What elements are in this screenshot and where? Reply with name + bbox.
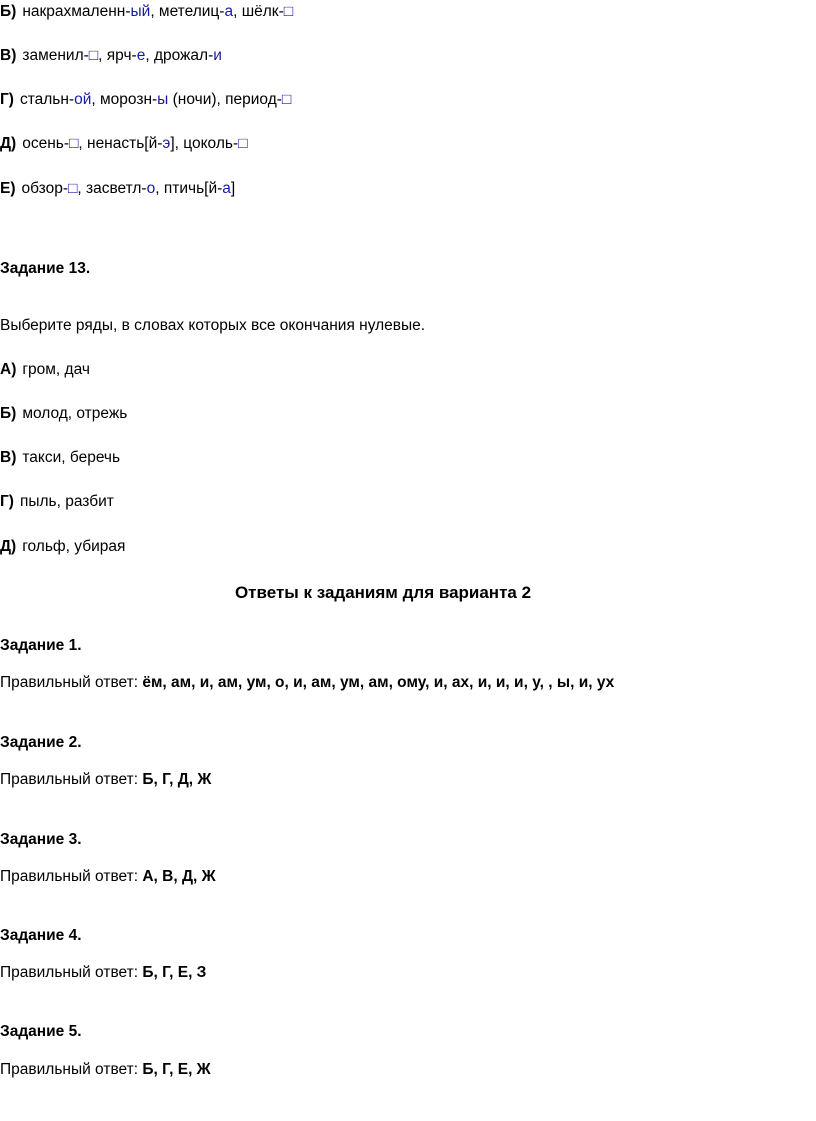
word-part: , шёлк- [233,3,284,20]
answer-1-row [0,673,614,693]
option-label: Г) [0,91,14,108]
answer-value: Б, Г, Е, Ж [142,1061,211,1078]
option-text: пыль, разбит [19,493,114,510]
answer-3-title: Задание 3. [0,831,82,848]
answer-value: Б, Г, Д, Ж [142,771,212,788]
word-ending: ы [157,91,169,108]
zero-ending-box: □ [281,91,292,108]
word-ending: о [146,180,156,197]
option-row-g [0,90,291,110]
task-13-option-d [0,537,125,557]
answer-prefix: Правильный ответ: [0,674,139,691]
word-part: стальн- [19,91,75,108]
word-part: осень- [22,135,70,152]
option-label: Б) [0,405,17,422]
word-ending: ой [74,91,92,108]
word-part: , ненасть[й- [78,135,163,152]
answer-2-row [0,770,211,790]
word-part: ] [230,180,236,197]
option-text: молод, отрежь [22,405,128,422]
answer-3-row [0,867,216,887]
word-part: (ночи), период- [168,91,282,108]
task-13-question: Выберите ряды, в словах которых все окончания нулевые. [0,317,426,334]
task-13-title: Задание 13. [0,260,91,277]
word-ending: э [162,135,171,152]
answer-prefix: Правильный ответ: [0,868,139,885]
option-label: Б) [0,3,17,20]
option-label: Е) [0,180,16,197]
answer-4-row [0,963,206,983]
answer-5-title: Задание 5. [0,1023,82,1040]
word-part: накрахмаленн- [22,3,131,20]
zero-ending-box: □ [88,47,99,64]
task-13-option-b [0,404,127,424]
option-label: Д) [0,538,17,555]
answer-value: А, В, Д, Ж [142,868,216,885]
zero-ending-box: □ [68,180,78,197]
word-part: ], цоколь- [170,135,239,152]
option-text: гром, дач [22,361,90,378]
zero-ending-box: □ [283,3,294,20]
option-text: гольф, убирая [22,538,126,555]
answer-4-title: Задание 4. [0,927,82,944]
answer-2-title: Задание 2. [0,734,82,751]
word-part: , ярч- [98,47,137,64]
word-part: заменил- [22,47,89,64]
answers-heading: Ответы к заданиям для варианта 2 [234,583,532,602]
option-text: такси, беречь [22,449,121,466]
word-part: , морозн- [91,91,158,108]
option-label: А) [0,361,17,378]
answer-1-title: Задание 1. [0,637,82,654]
answer-prefix: Правильный ответ: [0,964,139,981]
zero-ending-box: □ [69,135,79,152]
task-13-option-g [0,492,114,512]
word-part: , засветл- [77,180,147,197]
answer-prefix: Правильный ответ: [0,1061,139,1078]
option-label: В) [0,47,17,64]
option-label: Г) [0,493,14,510]
word-part: , дрожал- [145,47,214,64]
word-ending: е [136,47,146,64]
word-part: , метелиц- [150,3,225,20]
option-row-e [0,179,235,199]
word-part: обзор- [21,180,68,197]
option-row-b [0,2,293,22]
answer-value: ём, ам, и, ам, ум, о, и, ам, ум, ам, ому, и, ах, и, и, и, у, , ы, и, ух [142,674,615,691]
word-ending: а [224,3,234,20]
answer-prefix: Правильный ответ: [0,771,139,788]
task-13-option-v [0,448,120,468]
option-label: В) [0,449,17,466]
option-row-v [0,46,222,66]
zero-ending-box: □ [238,135,248,152]
word-part: , птичь[й- [155,180,223,197]
answer-value: Б, Г, Е, З [142,964,207,981]
word-ending: ый [130,3,151,20]
option-row-d [0,134,247,154]
word-ending: а [222,180,231,197]
answer-5-row [0,1060,211,1080]
task-13-option-a [0,360,90,380]
word-ending: и [213,47,222,64]
option-label: Д) [0,135,17,152]
